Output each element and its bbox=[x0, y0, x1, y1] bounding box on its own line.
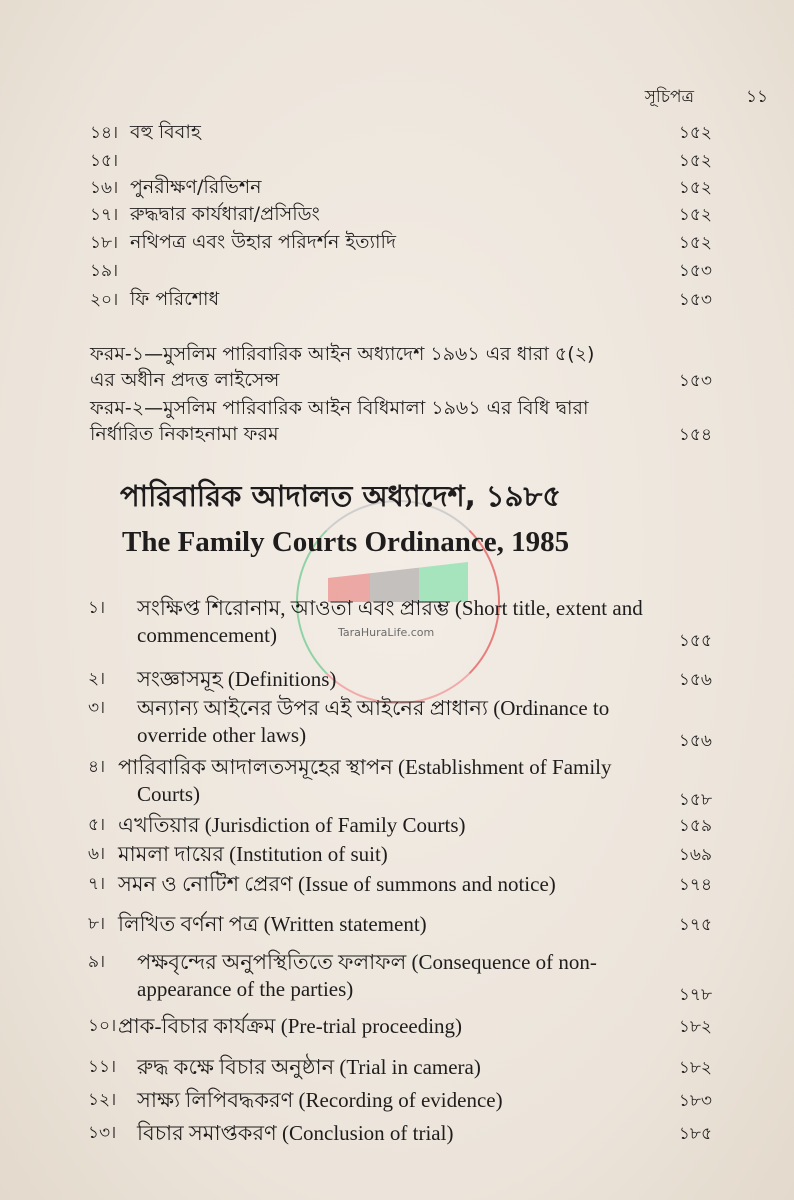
entry-page-number: ১৫২ bbox=[678, 233, 712, 253]
entry-title-line2: override other laws) bbox=[137, 723, 307, 747]
entry-title-line1: বিচার সমাপ্তকরণ (Conclusion of trial) bbox=[137, 1121, 454, 1145]
entry-page-number: ১৭৫ bbox=[678, 915, 712, 935]
entry-title: রুদ্ধদ্বার কার্যধারা/প্রসিডিং bbox=[130, 203, 320, 225]
toc-entry bbox=[0, 751, 794, 811]
entry-number: ৮। bbox=[88, 914, 106, 934]
running-header-page-number: ১১ bbox=[745, 87, 768, 107]
entry-title-line2: appearance of the parties) bbox=[137, 977, 354, 1001]
entry-page-number: ১৮৩ bbox=[678, 1091, 712, 1111]
entry-title: পুনরীক্ষণ/রিভিশন bbox=[130, 176, 262, 198]
entry-page-number: ১৫৯ bbox=[678, 816, 712, 836]
entry-page-number: ১৫২ bbox=[678, 151, 712, 171]
section-heading-english: The Family Courts Ordinance, 1985 bbox=[122, 526, 570, 558]
form-page-number: ১৫৪ bbox=[678, 425, 712, 445]
entry-title: নথিপত্র এবং উহার পরিদর্শন ইত্যাদি bbox=[130, 231, 396, 253]
entry-number: ১। bbox=[88, 598, 106, 618]
entry-title-line1: এখতিয়ার (Jurisdiction of Family Courts) bbox=[118, 813, 466, 837]
entry-number: ১০। bbox=[88, 1016, 117, 1036]
form-title-line1: ফরম-১—মুসলিম পারিবারিক আইন অধ্যাদেশ ১৯৬১ এর ধারা ৫(২) bbox=[90, 343, 595, 365]
toc-entry bbox=[0, 1051, 794, 1079]
entry-number: ১৯। bbox=[90, 261, 119, 281]
running-header-section: সূচিপত্র bbox=[644, 87, 694, 107]
toc-entry bbox=[0, 256, 794, 282]
toc-entry bbox=[0, 285, 794, 311]
entry-title-line1: সাক্ষ্য লিপিবদ্ধকরণ (Recording of evidence) bbox=[137, 1088, 503, 1112]
entry-page-number: ১৫৬ bbox=[678, 670, 712, 690]
toc-entry bbox=[0, 908, 794, 936]
entry-page-number: ১৮২ bbox=[678, 1017, 712, 1037]
entry-number: ৩। bbox=[88, 698, 106, 718]
toc-entry bbox=[0, 1010, 794, 1038]
form-title-line2: নির্ধারিত নিকাহনামা ফরম bbox=[90, 423, 279, 445]
entry-page-number: ১৫৩ bbox=[678, 290, 712, 310]
entry-page-number: ১৭৪ bbox=[678, 875, 712, 895]
watermark-text: TaraHuraLife.com bbox=[338, 626, 435, 639]
toc-entry bbox=[0, 146, 794, 172]
entry-number: ১২। bbox=[88, 1090, 117, 1110]
section-heading-bengali: পারিবারিক আদালত অধ্যাদেশ, ১৯৮৫ bbox=[120, 479, 562, 513]
form-title-line2: এর অধীন প্রদত্ত লাইসেন্স bbox=[90, 369, 280, 391]
entry-page-number: ১৭৮ bbox=[678, 985, 712, 1005]
entry-number: ২। bbox=[88, 669, 106, 689]
entry-page-number: ১৮২ bbox=[678, 1058, 712, 1078]
entry-title-line1: লিখিত বর্ণনা পত্র (Written statement) bbox=[118, 912, 427, 936]
toc-entry bbox=[0, 118, 794, 144]
toc-entry bbox=[0, 1117, 794, 1145]
entry-title-line2: commencement) bbox=[137, 623, 277, 647]
entry-number: ১১। bbox=[88, 1057, 117, 1077]
entry-number: ১৮। bbox=[90, 233, 119, 253]
entry-number: ১৪। bbox=[90, 123, 119, 143]
entry-number: ১৫। bbox=[90, 151, 119, 171]
form-title-line1: ফরম-২—মুসলিম পারিবারিক আইন বিধিমালা ১৯৬১ এর বিধি দ্বারা bbox=[90, 397, 589, 419]
entry-number: ১৩। bbox=[88, 1123, 117, 1143]
entry-page-number: ১৫৩ bbox=[678, 261, 712, 281]
entry-title-line1: রুদ্ধ কক্ষে বিচার অনুষ্ঠান (Trial in camera) bbox=[137, 1055, 481, 1079]
toc-entry bbox=[0, 592, 794, 652]
entry-page-number: ১৫২ bbox=[678, 205, 712, 225]
entry-number: ৭। bbox=[88, 874, 106, 894]
entry-page-number: ১৬৯ bbox=[678, 845, 712, 865]
form-page-number: ১৫৩ bbox=[678, 371, 712, 391]
entry-number: ৯। bbox=[88, 952, 106, 972]
toc-entry bbox=[0, 868, 794, 896]
entry-page-number: ১৫৫ bbox=[678, 631, 712, 651]
toc-entry bbox=[0, 1084, 794, 1112]
toc-entry bbox=[0, 946, 794, 1006]
toc-entry bbox=[0, 228, 794, 254]
entry-title-line1: সমন ও নোটিশ প্রেরণ (Issue of summons and notice) bbox=[118, 872, 556, 896]
entry-page-number: ১৫৮ bbox=[678, 790, 712, 810]
entry-title-line2: Courts) bbox=[137, 782, 200, 806]
entry-title-line1: প্রাক-বিচার কার্যক্রম (Pre-trial proceeding) bbox=[118, 1014, 463, 1038]
entry-page-number: ১৫২ bbox=[678, 178, 712, 198]
entry-title-line1: মামলা দায়ের (Institution of suit) bbox=[118, 842, 388, 866]
toc-entry bbox=[0, 809, 794, 837]
form-entry bbox=[0, 394, 794, 446]
form-entry bbox=[0, 340, 794, 392]
toc-entry bbox=[0, 692, 794, 752]
entry-title-line1: পারিবারিক আদালতসমূহের স্থাপন (Establishment of Family bbox=[118, 755, 612, 779]
entry-number: ৪। bbox=[88, 757, 106, 777]
entry-number: ১৬। bbox=[90, 178, 119, 198]
toc-entry bbox=[0, 200, 794, 226]
toc-entry bbox=[0, 838, 794, 866]
entry-title-line1: পক্ষবৃন্দের অনুপস্থিতিতে ফলাফল (Consequence of non- bbox=[137, 950, 597, 974]
entry-title-line1: অন্যান্য আইনের উপর এই আইনের প্রাধান্য (Ordinance to bbox=[137, 696, 610, 720]
entry-title: বহু বিবাহ bbox=[130, 121, 201, 143]
entry-number: ৬। bbox=[88, 844, 106, 864]
entry-title-line1: সংক্ষিপ্ত শিরোনাম, আওতা এবং প্রারম্ভ (Short title, extent and bbox=[137, 596, 643, 620]
entry-page-number: ১৫৬ bbox=[678, 731, 712, 751]
entry-title-line1: সংজ্ঞাসমূহ (Definitions) bbox=[137, 667, 337, 691]
entry-page-number: ১৮৫ bbox=[678, 1124, 712, 1144]
toc-entry bbox=[0, 173, 794, 199]
entry-number: ২০। bbox=[90, 290, 119, 310]
toc-entry bbox=[0, 663, 794, 691]
entry-title: ফি পরিশোধ bbox=[130, 288, 220, 310]
entry-page-number: ১৫২ bbox=[678, 123, 712, 143]
entry-number: ৫। bbox=[88, 815, 106, 835]
entry-number: ১৭। bbox=[90, 205, 119, 225]
